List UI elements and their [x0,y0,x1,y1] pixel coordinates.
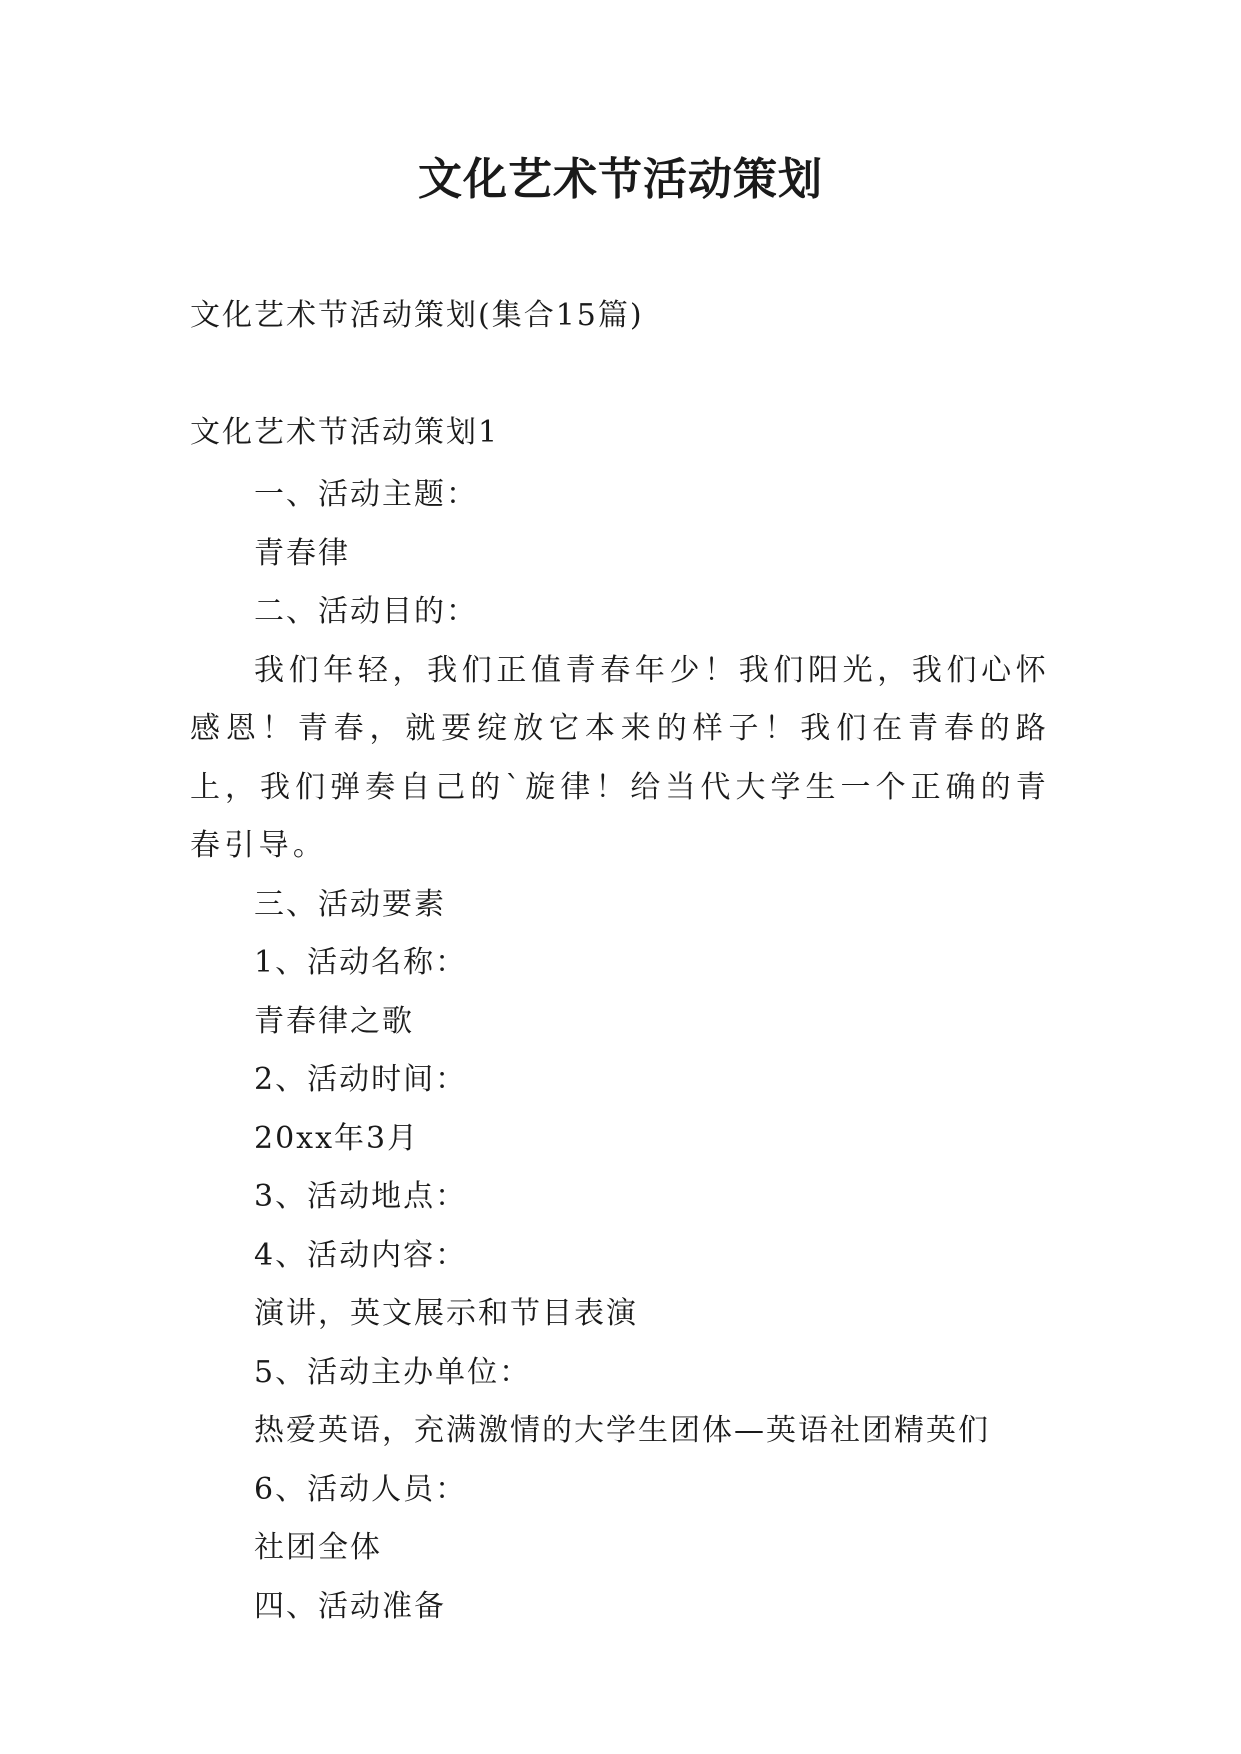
paragraph: 青春律之歌 [254,1003,414,1039]
paragraph: 20xx年3月 [254,1120,420,1156]
paragraph: 4、活动内容： [254,1237,468,1273]
paragraph: 演讲，英文展示和节目表演 [254,1296,638,1331]
paragraph: 三、活动要素 [254,886,446,922]
document-subtitle: 文化艺术节活动策划(集合15篇) [190,298,644,333]
paragraph: 四、活动准备 [254,1588,446,1624]
paragraph: 热爱英语，充满激情的大学生团体—英语社团精英们 [254,1413,990,1448]
paragraph: 3、活动地点： [254,1179,468,1214]
paragraph: 6、活动人员： [254,1471,468,1507]
body-text [190,466,1050,1636]
paragraph: 一、活动主题： [254,477,478,512]
section-heading: 文化艺术节活动策划1 [190,415,500,450]
paragraph: 1、活动名称： [254,945,468,980]
paragraph: 5、活动主办单位： [254,1354,532,1390]
paragraph: 青春律 [254,535,350,571]
paragraph: 二、活动目的： [254,594,478,629]
document-title: 文化艺术节活动策划 [418,154,823,205]
paragraph: 2、活动时间： [254,1062,468,1097]
paragraph: 我们年轻，我们正值青春年少！我们阳光，我们心怀感恩！青春，就要绽放它本来的样子！我们在青春的路上，我们弹奏自己的`旋律！给当代大学生一个正确的青春引导。 [190,652,1050,863]
paragraph: 社团全体 [254,1530,382,1565]
